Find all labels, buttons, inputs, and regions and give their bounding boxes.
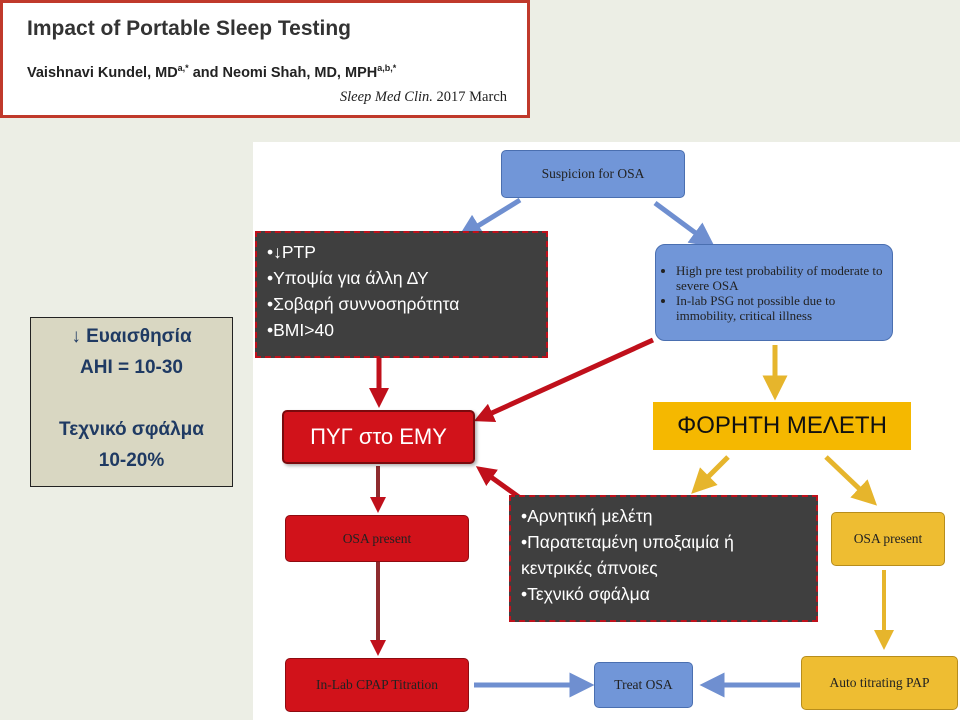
high-probability-list	[656, 263, 892, 323]
contraindications-box	[255, 231, 548, 358]
author-1: Vaishnavi Kundel, MD	[27, 64, 178, 81]
author-2-affiliation: a,b,*	[377, 63, 397, 73]
arrow-portable-to-osa	[826, 457, 868, 497]
osa-present-right-node: OSA present	[831, 512, 945, 566]
portable-study-label: ΦΟΡΗΤΗ ΜΕΛΕΤΗ	[653, 402, 911, 450]
technical-error-line: Τεχνικό σφάλμα	[59, 419, 204, 440]
technical-error-value: 10-20%	[98, 450, 165, 471]
high-probability-item: • In-lab PSG not possible due to immobility, critical illness	[676, 293, 892, 323]
failure-reason-item: •Αρνητική μελέτη	[521, 506, 653, 526]
osa-present-left-node: OSA present	[285, 515, 469, 562]
contraindication-item: •↓PTP	[267, 242, 316, 262]
failure-reason-item: κεντρικές άπνοιες	[521, 558, 658, 578]
contraindication-item: •Σοβαρή συννοσηρότητα	[267, 294, 460, 314]
inlab-psg-label: ΠΥΓ στο ΕΜΥ	[282, 410, 475, 464]
arrow-suspicion-left	[468, 200, 520, 232]
arrow-portable-to-negative	[700, 457, 728, 485]
journal-date: 2017 March	[432, 89, 507, 105]
arrow-suspicion-right	[655, 203, 705, 240]
high-probability-node	[655, 244, 893, 341]
treat-osa-node: Treat OSA	[594, 662, 693, 708]
failure-reasons-box	[509, 495, 818, 622]
auto-titrating-node: Auto titrating PAP	[801, 656, 958, 710]
author-joiner: and	[188, 64, 223, 81]
journal-name: Sleep Med Clin.	[339, 89, 433, 105]
contraindication-item: •BMI>40	[267, 320, 334, 340]
suspicion-node: Suspicion for OSA	[501, 150, 685, 198]
failure-reason-item: •Τεχνικό σφάλμα	[521, 584, 650, 604]
sensitivity-line: ↓ Ευαισθησία	[71, 326, 192, 347]
cpap-titration-node: In-Lab CPAP Titration	[285, 658, 469, 712]
author-2: Neomi Shah, MD, MPH	[222, 64, 378, 81]
author-1-affiliation: a,*	[177, 63, 189, 73]
contraindication-item: •Υποψία για άλλη ΔΥ	[267, 268, 429, 288]
ahi-line: AHI = 10-30	[80, 357, 183, 378]
failure-reason-item: •Παρατεταμένη υποξαιμία ή	[521, 532, 734, 552]
citation-title: Impact of Portable Sleep Testing	[27, 17, 352, 40]
high-probability-item: • High pre test probability of moderate to severe OSA	[676, 263, 892, 293]
